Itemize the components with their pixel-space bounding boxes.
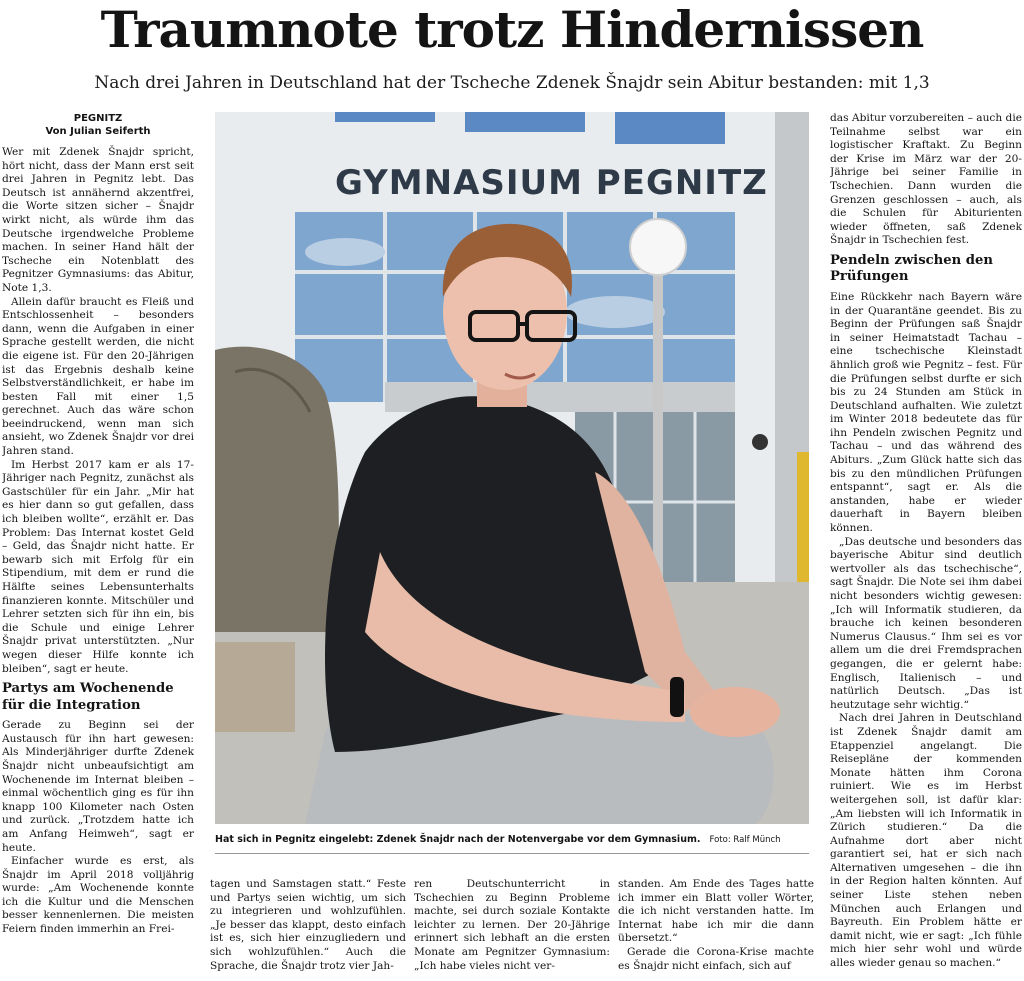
column-4 — [618, 878, 814, 978]
paragraph: tagen und Samstagen statt.“ Feste und Partys seien wichtig, um sich zu integrieren und wohlzufühlen. „Je besser das klappt, desto einfach ist es, sich hier einzugliedern und sich wohlzufühlen.“ Auch die Sprache, die Šnajdr trotz vier Jah- — [210, 878, 406, 972]
column-1 — [2, 112, 194, 981]
subheading: Pendeln zwischen den Prüfungen — [830, 252, 994, 285]
column-2 — [210, 878, 406, 978]
building-sign: GYMNASIUM PEGNITZ — [335, 163, 768, 203]
paragraph: Einfacher wurde es erst, als Šnajdr im April 2018 volljährig wurde: „Am Wochenende konnte ich die Kultur und die Menschen besser kennenlernen. Die meisten Feiern finden immerhin an Frei- — [2, 855, 194, 936]
paragraph: „Das deutsche und besonders das bayerische Abitur sind deutlich wertvoller als das tschechische“, sagt Šnajdr. Die Note sei ihm dabei nicht besonders wichtig gewesen: „Ich will Informatik studieren, da brauche ich keinen besonderen Numerus Clausus.“ Ihm sei es vor allem um die drei Fremdsprachen gegangen, die er gelernt habe: Englisch, Italienisch – und natürlich Deutsch. „Das ist heutzutage sehr wichtig.“ — [830, 535, 1022, 711]
paragraph: das Abitur vorzubereiten – auch die Teilnahme selbst war ein logistischer Kraftakt. Zu Beginn der Krise im März war der 20-Jährige bei seiner Familie in Tschechien. Dann wurden die Grenzen geschlossen – auch, als die Schulen für Abiturienten wieder öffneten, saß Zdenek Šnajdr in Tschechien fest. — [830, 112, 1022, 247]
subheading: Partys am Wochenende für die Integration — [2, 681, 174, 713]
headline: Traumnote trotz Hindernissen — [100, 0, 924, 59]
article-photo — [215, 112, 809, 824]
column-5 — [830, 112, 1022, 981]
paragraph: Wer mit Zdenek Šnajdr spricht, hört nicht, dass der Mann erst seit drei Jahren in Pegnitz lebt. Das Deutsch ist annähernd akzentfrei, die Worte sitzen sicher – Šnajdr wirkt nicht, als würde ihm das Deutsche irgendwelche Probleme machen. In seiner Hand hält der Tscheche ein Notenblatt des Pegnitzer Gymnasiums: das Abitur, Note 1,3. — [2, 146, 194, 294]
photo-credit: Foto: Ralf Münch — [709, 835, 781, 845]
paragraph: standen. Am Ende des Tages hatte ich immer ein Blatt voller Wörter, die ich nicht verstanden hatte. Im Internat habe ich mir die dann übersetzt.“ — [618, 878, 814, 945]
paragraph: Im Herbst 2017 kam er als 17-Jähriger nach Pegnitz, zunächst als Gastschüler für ein Jahr. „Mir hat es hier dann so gut gefallen, dass ich bleiben wollte“, erzählt er. Das Problem: Das Internat kostet Geld – Geld, das Šnajdr nicht hatte. Er bewarb sich mit Erfolg für ein Stipendium, mit dem er rund die Hälfte seines Lebensunterhalts finanzieren konnte. Mitschüler und Lehrer setzten sich für ihn ein, bis die Schule und einige Lehrer Šnajdr privat unterstützten. „Nur wegen dieser Hilfe konnte ich bleiben“, sagt er heute. — [2, 458, 194, 675]
paragraph: Gerade zu Beginn sei der Austausch für ihn hart gewesen: Als Minderjähriger durfte Zdenek Šnajdr nicht unbeaufsichtigt am Wochenende im Internat bleiben – einmal wöchentlich ging es für ihn knapp 100 Kilometer nach Osten und zurück. „Trotzdem hatte ich am Anfang Heimweh“, sagt er heute. — [2, 719, 194, 854]
byline-author: Von Julian Seiferth — [45, 126, 151, 137]
paragraph: Nach drei Jahren in Deutschland ist Zdenek Šnajdr damit am Etappenziel angelangt. Die Reisepläne der kommenden Monate hätten ihm Corona ruiniert. Wie es im Herbst weitergehen soll, ist dafür klar: „Am liebsten will ich Informatik in Zürich studieren.“ Da die Aufnahme dort aber nicht garantiert sei, hat er sich nach Alternativen umgesehen – die ihn in der Region halten könnten. Auf seiner Liste stehen neben München auch Erlangen und Bayreuth. Ein Problem hätte er damit nicht, wie er sagt: „Ich fühle mich hier sehr wohl und würde alles wieder genau so machen.“ — [830, 712, 1022, 970]
paragraph: Eine Rückkehr nach Bayern wäre in der Quarantäne geendet. Bis zu Beginn der Prüfungen saß Šnajdr in seiner Heimatstadt Tachau – eine tschechische Kleinstadt ähnlich groß wie Pegnitz – fest. Für die Prüfungen selbst durfte er sich bis zu 24 Stunden am Stück in Deutschland aufhalten. Wie zuletzt im Winter 2018 bedeutete das für ihn Pendeln zwischen Pegnitz und Tachau – und das während des Abiturs. „Zum Glück hatte sich das bis zu den mündlichen Prüfungen entspannt“, sagt er. Als die anstanden, habe er wieder dauerhaft in Bayern bleiben können. — [830, 290, 1022, 535]
divider — [215, 853, 809, 854]
column-3 — [414, 878, 610, 978]
caption-text: Hat sich in Pegnitz eingelebt: Zdenek Šnajdr nach der Notenvergabe vor dem Gymnasium. — [215, 834, 701, 845]
photo-caption — [215, 834, 809, 846]
byline-place: PEGNITZ — [73, 113, 123, 124]
paragraph: Allein dafür braucht es Fleiß und Entschlossenheit – besonders dann, wenn die Aufgaben in einer Sprache gestellt werden, die nicht die eigene ist. Für den 20-Jährigen ist das Ergebnis deshalb keine Selbstverständlichkeit, er habe im besten Fall mit einer 1,5 gerechnet. Auch das wäre schon beeindruckend, wenn man sich ansieht, wo Zdenek Šnajdr vor drei Jahren stand. — [2, 295, 194, 458]
subheadline: Nach drei Jahren in Deutschland hat der Tscheche Zdenek Šnajdr sein Abitur bestanden: mit 1,3 — [94, 73, 930, 93]
paragraph: ren Deutschunterricht in Tschechien zu Beginn Probleme machte, sei durch soziale Kontakte leichter zu lernen. Der 20-Jährige erinnert sich lebhaft an die ersten Monate am Pegnitzer Gymnasium: „Ich habe vieles nicht ver- — [414, 878, 610, 972]
paragraph: Gerade die Corona-Krise machte es Šnajdr nicht einfach, sich auf — [618, 945, 814, 972]
